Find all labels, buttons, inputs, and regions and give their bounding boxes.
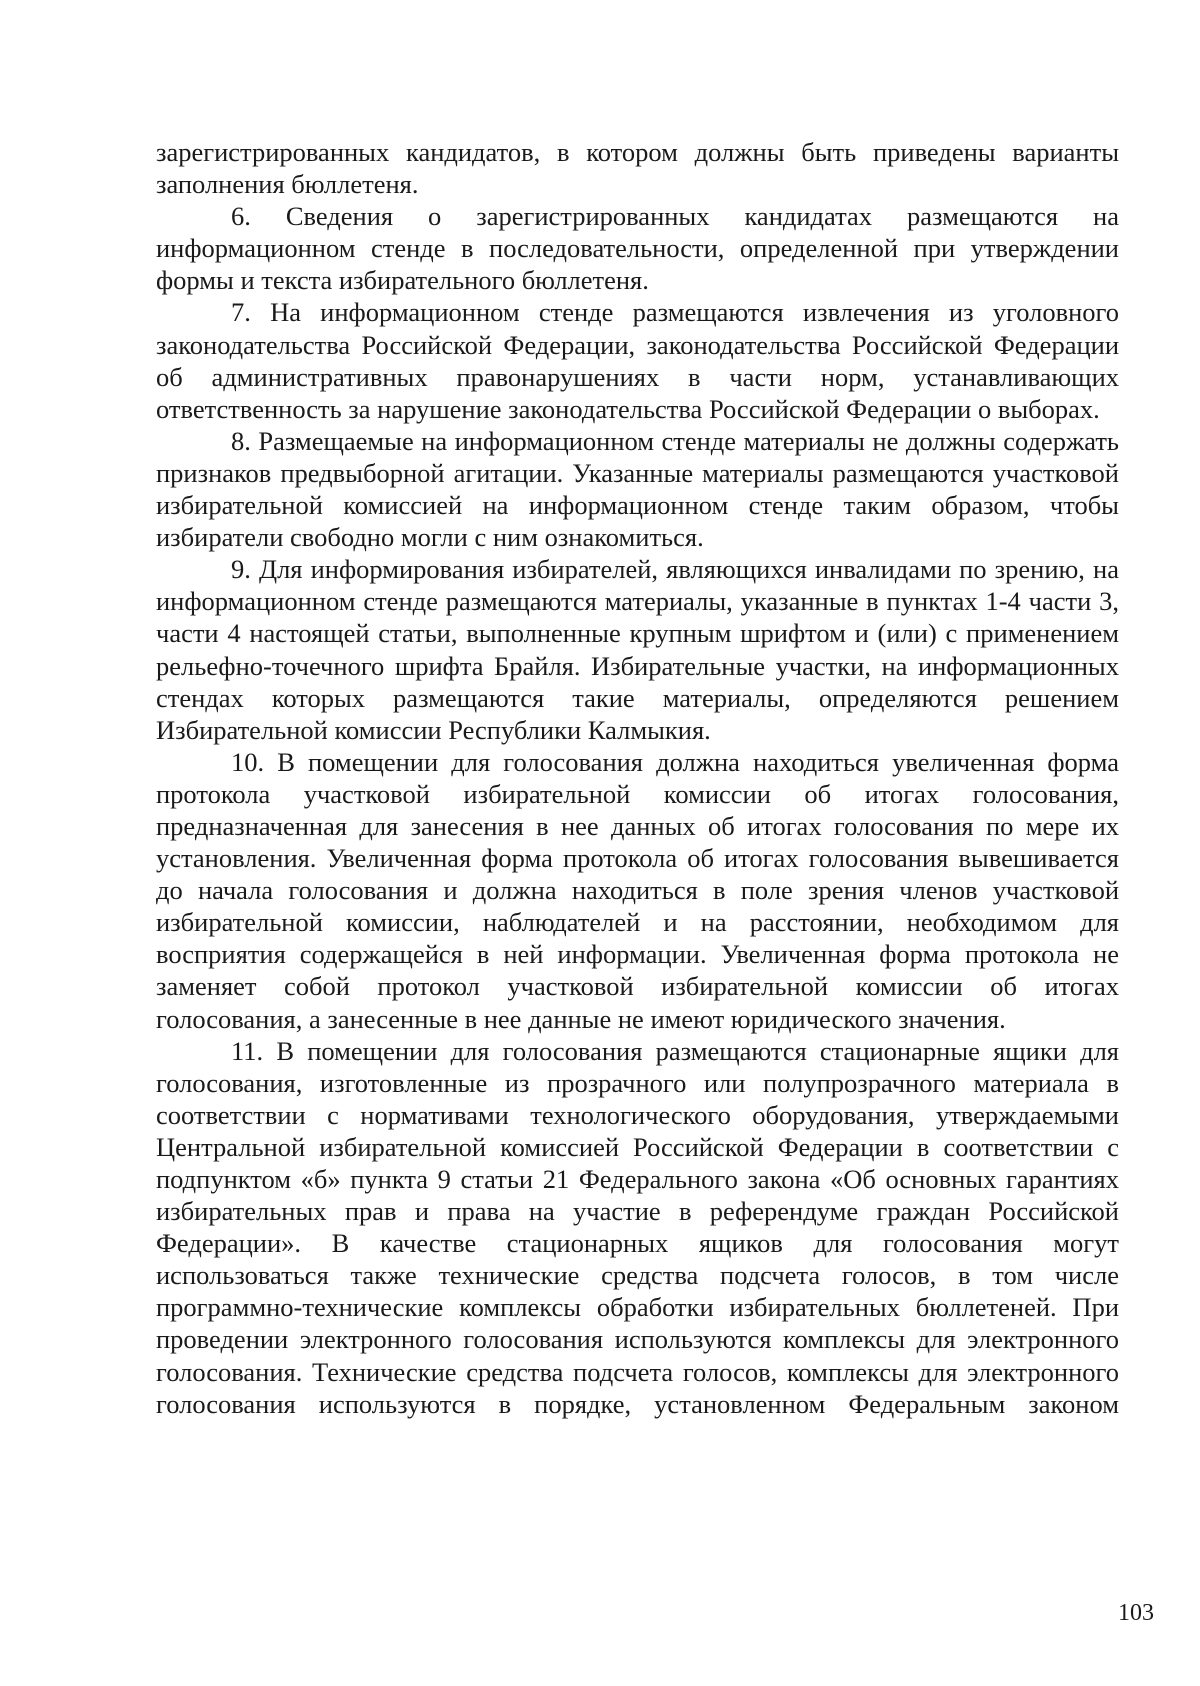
paragraph-8: 8. Размещаемые на информационном стенде материалы не должны содержать признаков предвыборной агитации. Указанные материалы размещаются участковой избирательной комиссией на информационном стенде таким образом, чтобы избиратели свободно могли с ним ознакомиться. xyxy=(156,425,1119,553)
paragraph-9: 9. Для информирования избирателей, являющихся инвалидами по зрению, на информационном стенде размещаются материалы, указанные в пунктах 1-4 части 3, части 4 настоящей статьи, выполненные крупным шрифтом и (или) с применением рельефно-точечного шрифта Брайля. Избирательные участки, на информационных стендах которых размещаются такие материалы, определяются решением Избирательной комиссии Республики Калмыкия. xyxy=(156,554,1119,745)
paragraph-10: 10. В помещении для голосования должна находиться увеличенная форма протокола участковой избирательной комиссии об итогах голосования, предназначенная для занесения в нее данных об итогах голосования по мере их установления. Увеличенная форма протокола об итогах голосования вывешивается до начала голосования и должна находиться в поле зрения членов участковой избирательной комиссии, наблюдателей и на расстоянии, необходимом для восприятия содержащейся в ней информации. Увеличенная форма протокола не заменяет собой протокол участковой избирательной комиссии об итогах голосования, а занесенные в нее данные не имеют юридического значения. xyxy=(156,746,1119,1034)
page-number: 103 xyxy=(1118,1600,1154,1626)
body-text xyxy=(156,136,1119,1420)
paragraph-11: 11. В помещении для голосования размещаются стационарные ящики для голосования, изготовленные из прозрачного или полупрозрачного материала в соответствии с нормативами технологического оборудования, утверждаемыми Центральной избирательной комиссией Российской Федерации в соответствии с подпунктом «б» пункта 9 статьи 21 Федерального закона «Об основных гарантиях избирательных прав и права на участие в референдуме граждан Российской Федерации». В качестве стационарных ящиков для голосования могут использоваться также технические средства подсчета голосов, в том числе программно-технические комплексы обработки избирательных бюллетеней. При проведении электронного голосования используются комплексы для электронного голосования. Технические средства подсчета голосов, комплексы для электронного голосования используются в порядке, установленном Федеральным законом xyxy=(156,1035,1119,1419)
paragraph-6: 6. Сведения о зарегистрированных кандидатах размещаются на информационном стенде в последовательности, определенной при утверждении формы и текста избирательного бюллетеня. xyxy=(156,201,1119,296)
paragraph-continuation: зарегистрированных кандидатов, в котором должны быть приведены варианты заполнения бюллетеня. xyxy=(156,137,1119,200)
paragraph-7: 7. На информационном стенде размещаются извлечения из уголовного законодательства Российской Федерации, законодательства Российской Федерации об административных правонарушениях в части норм, устанавливающих ответственность за нарушение законодательства Российской Федерации о выборах. xyxy=(156,297,1119,424)
